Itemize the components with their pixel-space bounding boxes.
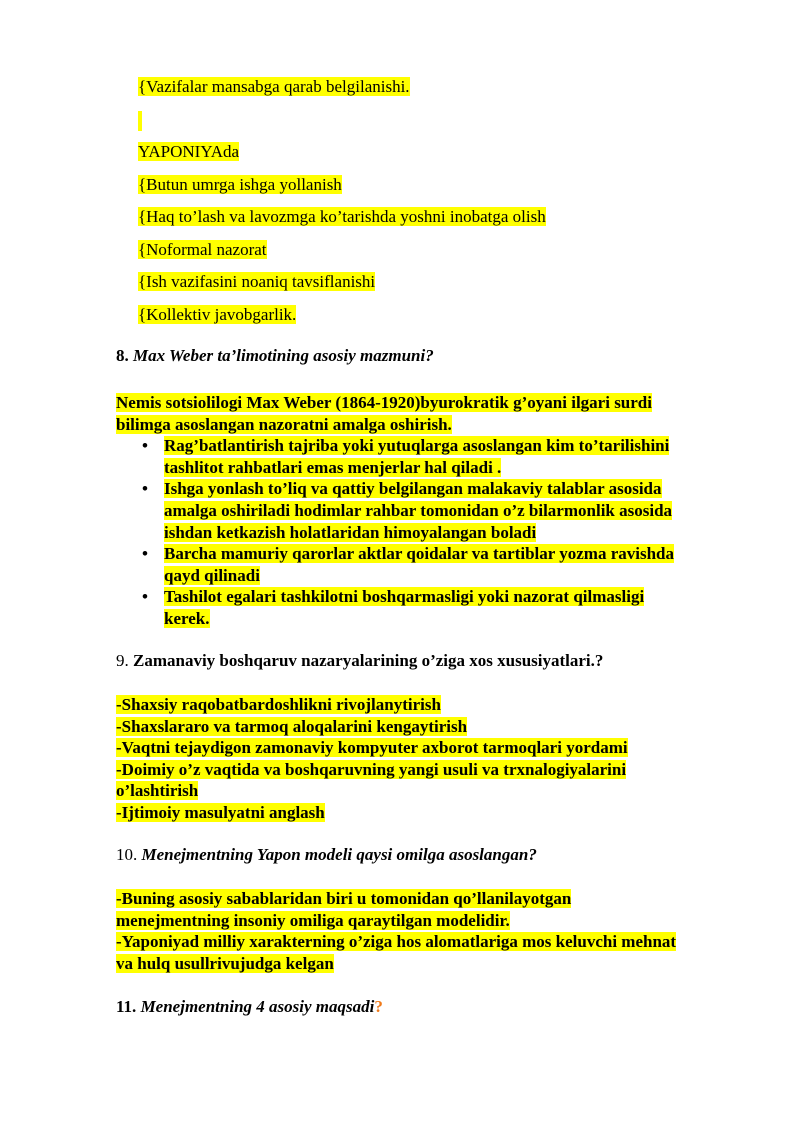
question-10-answer: [116, 888, 756, 974]
bullet-item: [116, 435, 756, 478]
question-11-heading: [116, 997, 756, 1017]
highlight-marker: [138, 111, 142, 131]
answer-line: -Yaponiyad milliy xarakterning o’ziga hos alomatlariga mos keluvchi mehnat: [116, 932, 677, 952]
answer-line: menejmentning insoniy omiliga qaraytilgan modelidir.: [116, 910, 510, 930]
question-9-heading: [116, 651, 756, 671]
list-item: {Noformal nazorat: [138, 239, 267, 259]
answer-line: o’lashtirish: [116, 781, 199, 801]
answer-line: -Buning asosiy sabablaridan biri u tomonidan qo’llanilayotgan: [116, 889, 572, 908]
question-10-heading: [116, 845, 756, 865]
question-title: Zamanaviy boshqaruv nazaryalarining o’ziga xos xususiyatlari.?: [133, 651, 604, 670]
bullet-icon: •: [142, 544, 148, 564]
bullet-icon: •: [142, 436, 148, 456]
question-title: Menejmentning 4 asosiy maqsadi: [140, 997, 375, 1016]
bullet-text: qayd qilinadi: [164, 565, 260, 585]
bullet-text: Barcha mamuriy qarorlar aktlar qoidalar va tartiblar yozma ravishda: [164, 544, 674, 564]
list-item: {Butun umrga ishga yollanish: [138, 174, 342, 194]
japan-features-list: [138, 76, 546, 336]
list-heading: YAPONIYAda: [138, 142, 240, 161]
bullet-item: [116, 586, 756, 629]
question-mark-accent: ?: [374, 997, 383, 1016]
bullet-text: Ishga yonlash to’liq va qattiy belgilangan malakaviy talablar asosida: [164, 479, 662, 499]
question-8-answer: [116, 392, 756, 630]
question-number: 10.: [116, 845, 138, 864]
list-item: {Vazifalar mansabga qarab belgilanishi.: [138, 77, 410, 96]
question-8-heading: [116, 346, 756, 366]
bullet-text: Rag’batlantirish tajriba yoki yutuqlarga asoslangan kim to’tarilishini: [164, 436, 670, 456]
question-title: Menejmentning Yapon modeli qaysi omilga asoslangan?: [141, 845, 537, 864]
bullet-icon: •: [142, 587, 148, 607]
bullet-text: ishdan ketkazish holatlaridan himoyalangan boladi: [164, 522, 537, 542]
answer-line: -Doimiy o’z vaqtida va boshqaruvning yangi usuli va trxnalogiyalarini: [116, 759, 627, 779]
list-item: {Ish vazifasini noaniq tavsiflanishi: [138, 272, 376, 291]
bullet-item: [116, 478, 756, 543]
bullet-text: kerek.: [164, 608, 210, 628]
answer-line: -Ijtimoiy masulyatni anglash: [116, 802, 325, 822]
list-item: {Haq to’lash va lavozmga ko’tarishda yoshni inobatga olish: [138, 207, 546, 226]
bullet-text: tashlitot rahbatlari emas menjerlar hal qiladi .: [164, 457, 502, 477]
question-number: 9.: [116, 651, 129, 670]
bullet-text: Tashilot egalari tashkilotni boshqarmasligi yoki nazorat qilmasligi: [164, 587, 645, 607]
question-number: 11.: [116, 997, 137, 1016]
answer-line: va hulq usullrivujudga kelgan: [116, 953, 334, 973]
answer-line: -Shaxslararo va tarmoq aloqalarini kengaytirish: [116, 716, 468, 736]
list-item: {Kollektiv javobgarlik.: [138, 304, 297, 324]
question-9-answer: [116, 694, 756, 824]
answer-line: -Shaxsiy raqobatbardoshlikni rivojlanytirish: [116, 695, 441, 714]
answer-line: Nemis sotsiolilogi Max Weber (1864-1920)byurokratik g’oyani ilgari surdi: [116, 393, 652, 412]
bullet-icon: •: [142, 479, 148, 499]
answer-line: bilimga asoslangan nazoratni amalga oshirish.: [116, 414, 452, 434]
question-title: Max Weber ta’limotining asosiy mazmuni?: [133, 346, 434, 365]
question-number: 8.: [116, 346, 129, 365]
bullet-text: amalga oshiriladi hodimlar rahbar tomonidan o’z bilarmonlik asosida: [164, 500, 673, 520]
bullet-item: [116, 543, 756, 586]
answer-line: -Vaqtni tejaydigon zamonaviy kompyuter axborot tarmoqlari yordami: [116, 738, 628, 758]
